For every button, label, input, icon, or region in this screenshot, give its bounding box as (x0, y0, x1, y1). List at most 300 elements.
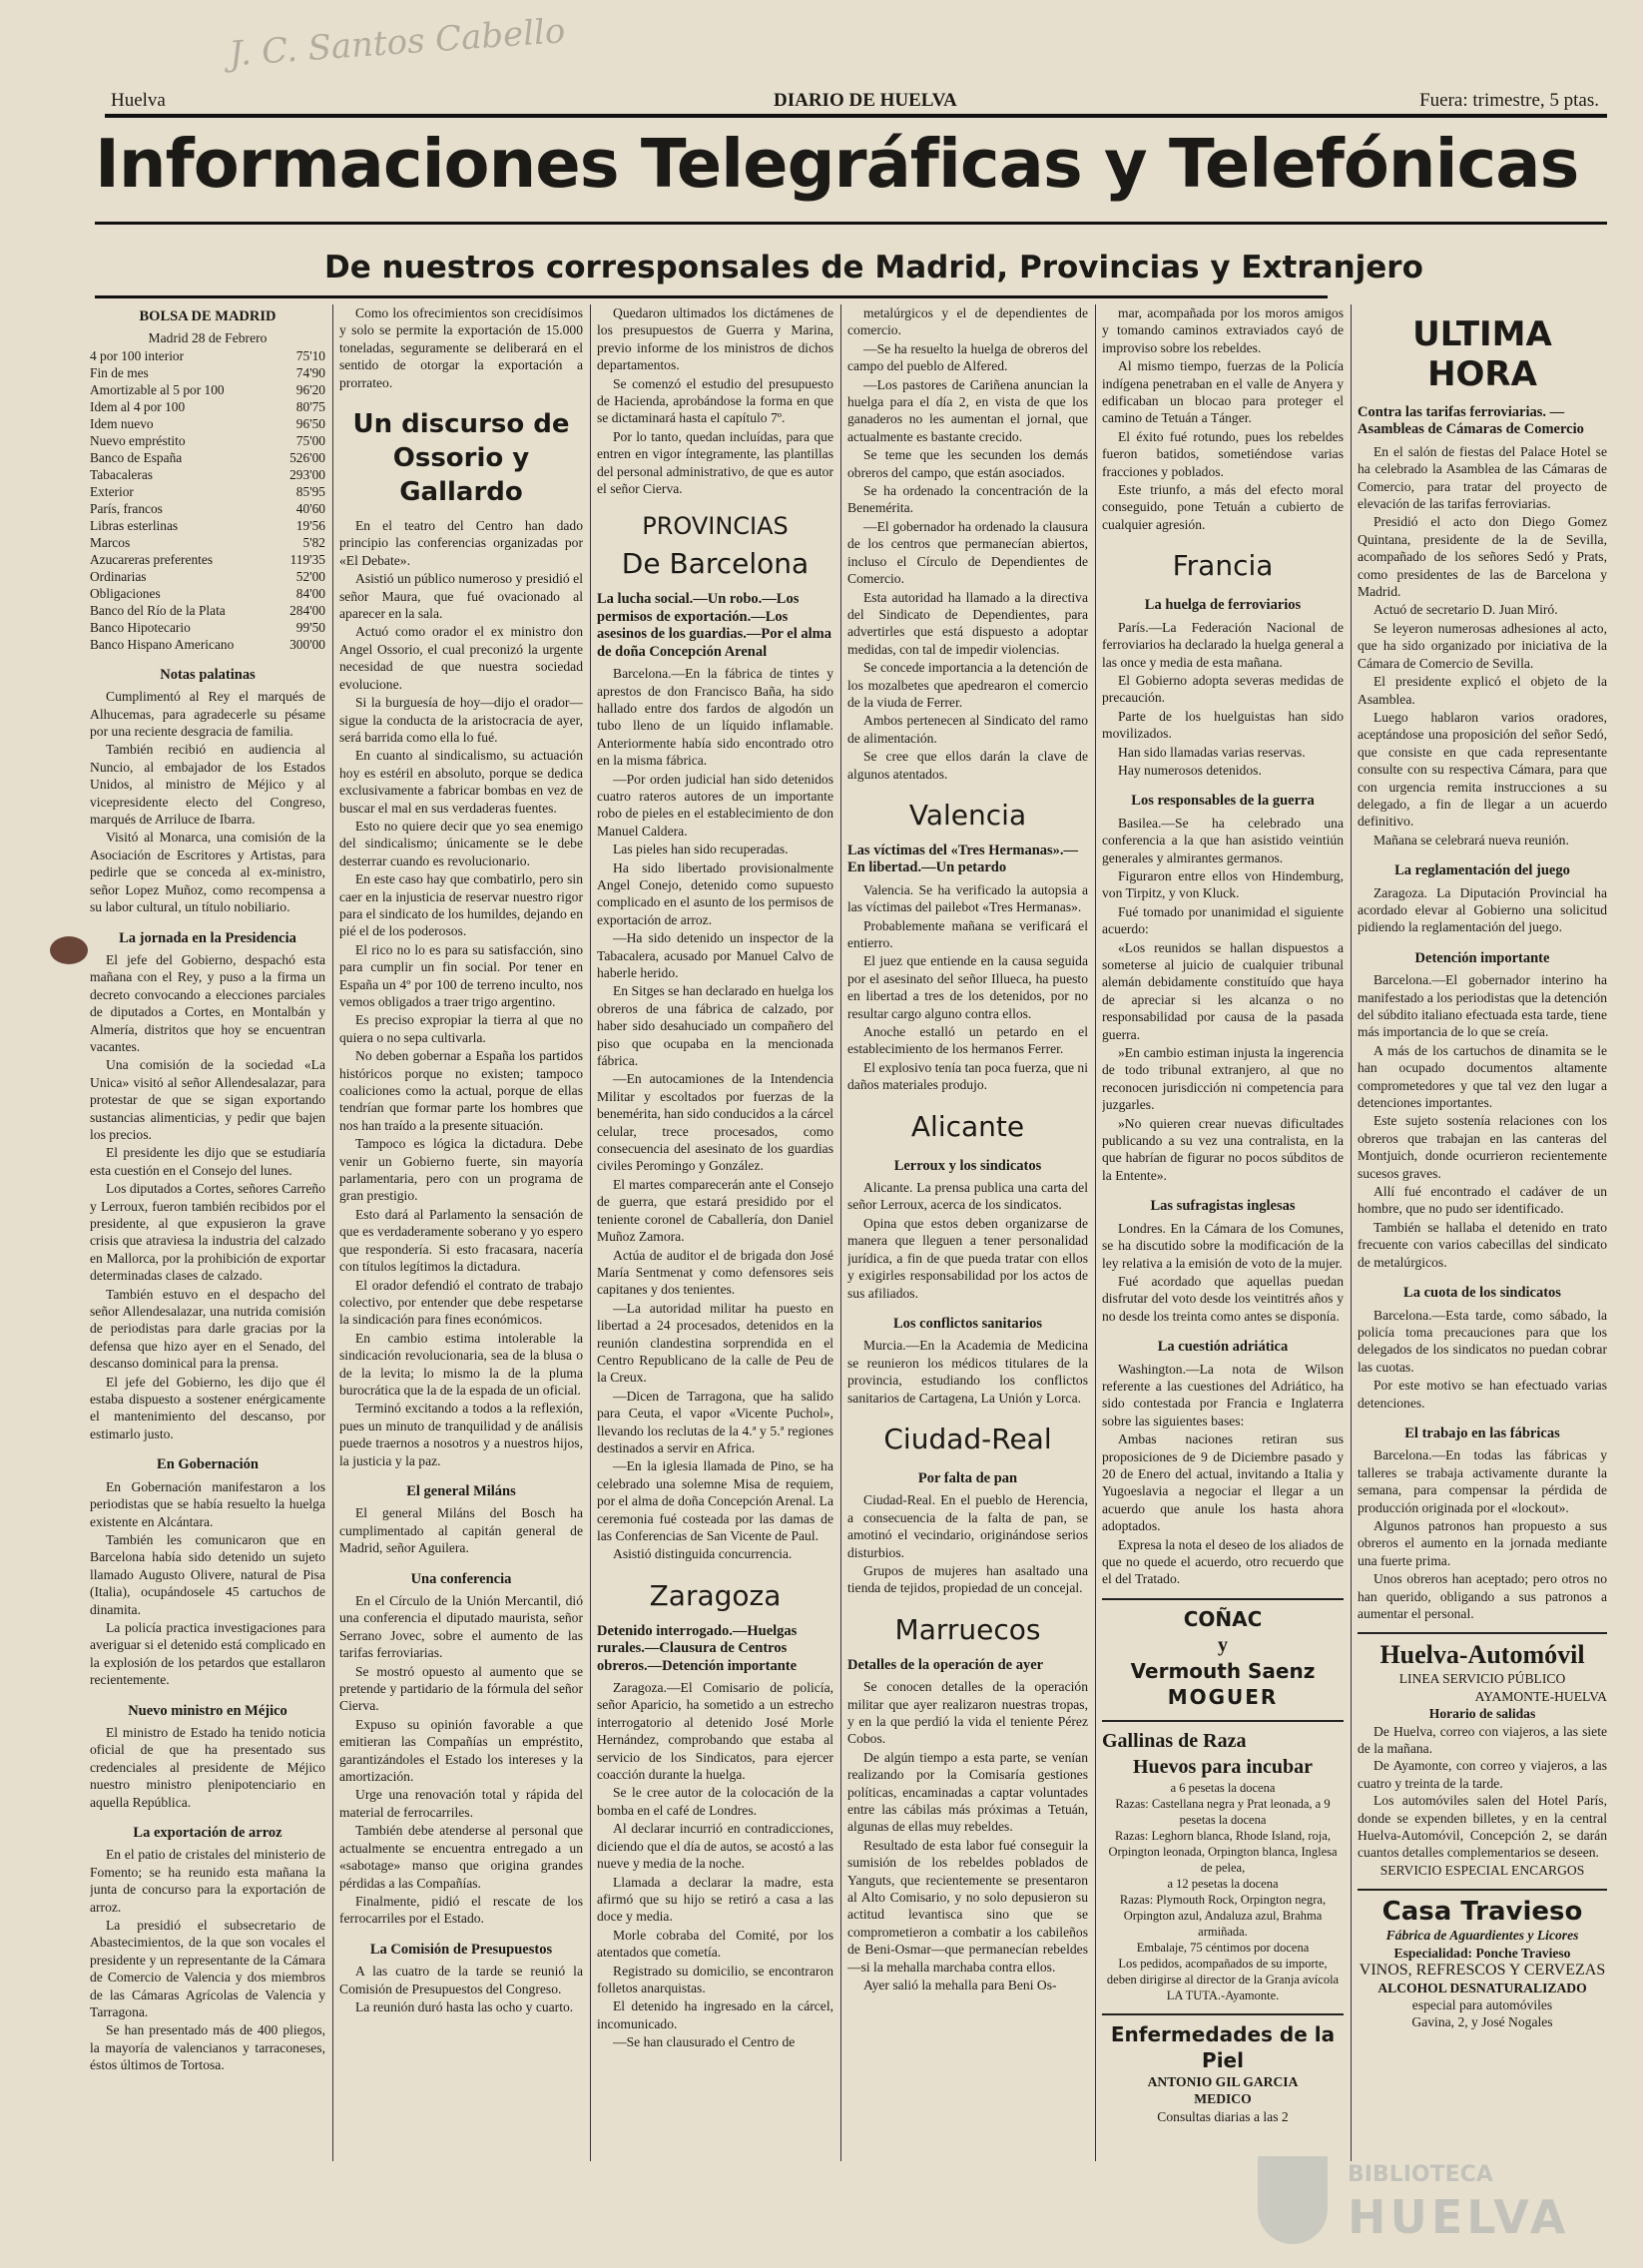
masthead-price: Fuera: trimestre, 5 ptas. (1419, 90, 1599, 111)
bolsa-name: Ordinarias (90, 568, 147, 584)
bolsa-name: Banco Hipotecario (90, 619, 191, 635)
paragraph: Los diputados a Cortes, señores Carreño y Lerroux, fueron también recibidos por el presidente, al que expusieron la grave crisis que atraviesa la industria del calzado en Mallorca, por la prohibición de exportar determinadas clases de calzado. (90, 1181, 325, 1284)
ad-line: Gavina, 2, y José Nogales (1411, 2014, 1553, 2030)
article-heading: Contra las tarifas ferroviarias. —Asambleas de Cámaras de Comercio (1358, 404, 1584, 438)
bolsa-name: Obligaciones (90, 585, 161, 601)
column-1 (90, 304, 325, 2161)
article-body (90, 951, 325, 1442)
paragraph: —En autocamiones de la Intendencia Militar y escoltados por fuerzas de la benemérita, han sido conducidos a la cárcel celular, trece procesados, como consecuencia del asesinato de los guardias civiles Peromingo y González. (597, 1071, 833, 1174)
paragraph: En el salón de fiestas del Palace Hotel se ha celebrado la Asamblea de las Cámaras de Comercio, para tratar del proyecto de elevación de las tarifas ferroviarias. (1358, 443, 1607, 512)
table-row (90, 517, 325, 534)
bolsa-name: Libras esterlinas (90, 517, 179, 533)
ad-line: Casa Travieso (1381, 1897, 1583, 1928)
article-body (1358, 971, 1607, 1271)
bolsa-value: 293'00 (289, 466, 325, 482)
section-heading-ciudad-real: Ciudad-Real (883, 1421, 1052, 1455)
bolsa-name: Tabacaleras (90, 466, 153, 482)
bolsa-value: 284'00 (289, 602, 325, 618)
article-body (1102, 815, 1344, 1185)
masthead-city: Huelva (111, 90, 166, 111)
bolsa-name: Idem nuevo (90, 415, 154, 431)
ad-line: Vermouth Saenz (1130, 1658, 1316, 1683)
paragraph: Barcelona.—En todas las fábricas y talleres se trabaja activamente durante la semana, para compensar la pérdida de producción originada por el «lockout». (1358, 1447, 1607, 1515)
bolsa-value: 84'00 (295, 585, 325, 601)
paragraph: Urge una renovación total y rápida del material de ferrocarriles. (339, 1787, 583, 1820)
paragraph: Registrado su domicilio, se encontraron folletos anarquistas. (597, 1963, 833, 1995)
paragraph: Unos obreros han aceptado; pero otros no han querido, obligando a sus patronos a aumentar el personal. (1358, 1571, 1607, 1621)
article-body (339, 1592, 583, 1928)
paragraph: En este caso hay que combatirlo, pero sin caer en la injusticia de reservar nuestro rigor para el sindicato de los humildes, dejando en pié el de los poderosos. (339, 871, 583, 939)
article-body (847, 881, 1088, 1094)
ad-line: Los pedidos, acompañados de su importe, deben dirigirse al director de la Granja avícola LA TUTA.-Ayamonte. (1106, 1956, 1340, 2002)
paragraph: Tampoco es lógica la dictadura. Debe venir un Gobierno fuerte, sin mayoría parlamentaria, pero con un programa de gran prestigio. (339, 1136, 583, 1204)
paragraph: Barcelona.—En la fábrica de tintes y aprestos de don Francisco Baña, ha sido hallado entre dos fardos de algodón un tubo lleno de un líquido inflamable. Anteriormente había sido encontrado otro en la misma fábrica. (597, 666, 833, 769)
paragraph: Londres. En la Cámara de los Comunes, se ha discutido sobre la modificación de la ley relativa a la emisión de voto de la mujer. (1102, 1220, 1344, 1271)
article-heading: Lerroux y los sindicatos (893, 1157, 1042, 1174)
section-heading-valencia: Valencia (908, 798, 1027, 832)
column-6 (1358, 304, 1607, 2161)
paragraph: En el teatro del Centro han dado principio las conferencias organizadas por «El Debate». (339, 518, 583, 568)
paragraph: Se le cree autor de la colocación de la bomba en el café de Londres. (597, 1785, 833, 1818)
paragraph: metalúrgicos y el de dependientes de comercio. (847, 305, 1088, 338)
article-body (847, 1491, 1088, 1596)
paragraph: Fué tomado por unanimidad el siguiente acuerdo: (1102, 903, 1344, 937)
paragraph: Barcelona.—El gobernador interino ha manifestado a los periodistas que la detención del súbdito italiano efectuada esta tarde, tiene más importancia de lo que se creía. (1358, 972, 1607, 1040)
bolsa-name: Idem al 4 por 100 (90, 398, 186, 414)
article-heading: Detenido interrogado.—Huelgas rurales.—Clausura de Centros obreros.—Detención importante (597, 1622, 798, 1674)
bolsa-name: Fin de mes (90, 364, 149, 380)
paragraph: También debe atenderse al personal que actualmente se encuentra entregado a un «sabotage» manso que origina grandes pérdidas a las Compañías. (339, 1823, 583, 1891)
paragraph: Este triunfo, a más del efecto moral conseguido, pone Tetuán a cubierto de cualquier agresión. (1102, 482, 1344, 532)
article-body (339, 1504, 583, 1556)
bolsa-name: Marcos (90, 534, 131, 550)
paragraph: Ambos pertenecen al Sindicato del ramo de alimentación. (847, 713, 1088, 746)
paragraph: Murcia.—En la Academia de Medicina se reunieron los médicos titulares de la provincia, estudiando los conflictos sanitarios de Cartagena, La Unión y Lorca. (847, 1338, 1088, 1406)
watermark-line: BIBLIOTECA (1348, 2162, 1493, 2187)
article-heading: Las sufragistas inglesas (1150, 1198, 1296, 1215)
section-heading-ultima-hora: ULTIMA HORA (1412, 314, 1552, 394)
article-body (1358, 1307, 1607, 1412)
paragraph: —Se ha resuelto la huelga de obreros del campo del pueblo de Alfered. (847, 340, 1088, 374)
article-body (847, 1337, 1088, 1407)
ad-line: a 6 pesetas la docena (1170, 1780, 1276, 1795)
article-body (90, 1724, 325, 1811)
ad-line: Fábrica de Aguardientes y Licores (1385, 1928, 1579, 1944)
article-body (597, 665, 833, 1563)
article-headline-ossorio: Un discurso de Ossorio y Gallardo (352, 409, 570, 508)
ad-line: LINEA SERVICIO PÚBLICO (1398, 1671, 1566, 1687)
paragraph: Han sido llamadas varias reservas. (1118, 744, 1306, 760)
paragraph: Ha sido libertado provisionalmente Angel Conejo, detenido como supuesto complicado en el asunto de los permisos de exportación de arroz. (597, 859, 833, 927)
article-body (1102, 1220, 1344, 1325)
paragraph: Resultado de esta labor fué conseguir la sumisión de los rebeldes poblados de Yanguts, que recientemente se presentaron al Alto Comisario, y no solo depusieron su actitud levantisca sino que se comprometieron a combatir a los cabileños de Beni-Osmar—que permanecían rebeldes—si la mehalla marchaba contra ellos. (847, 1837, 1088, 1975)
ad-line: COÑAC (1183, 1606, 1263, 1631)
ad-line: Consultas diarias a las 2 (1157, 2108, 1289, 2124)
paragraph: De algún tiempo a esta parte, se venían realizando por la Comisaría gestiones políticas, encaminadas a captar voluntades entre las cábilas más próximas a Tetuán, algunas de ellas muy rebeldes. (847, 1749, 1088, 1835)
bolsa-value: 52'00 (295, 568, 325, 584)
article-heading: La Comisión de Presupuestos (369, 1941, 553, 1958)
article-heading: Una conferencia (410, 1570, 512, 1587)
paragraph: Actúa de auditor el de brigada don José María Sentmenat y como defensores seis capitanes y dos tenientes. (597, 1247, 833, 1298)
ad-line: De Huelva, correo con viajeros, a las siete de la mañana. (1358, 1723, 1607, 1757)
article-body (597, 1679, 833, 2051)
column-5 (1102, 304, 1344, 2161)
paragraph: Se ha ordenado la concentración de la Benemérita. (847, 483, 1088, 516)
ad-line: ANTONIO GIL GARCIA (1147, 2073, 1299, 2089)
paragraph: París.—La Federación Nacional de ferroviarios ha declarado la huelga general a las once y media de esta mañana. (1102, 619, 1344, 670)
column-rule (1095, 304, 1096, 2161)
paragraph: Por lo tanto, quedan incluídas, para que entren en vigor íntegramente, las plantillas del personal administrativo, de que es autor el señor Cierva. (597, 428, 833, 497)
paragraph: La presidió el subsecretario de Abastecimientos, de la que son vocales el presidente y un representante de la Cámara de Comercio de Valencia y dos miembros de las Cámaras Agrícolas de Valencia y Tarragona. (90, 1918, 325, 2020)
ad-line: AYAMONTE-HUELVA (1474, 1688, 1607, 1704)
bolsa-value: 96'50 (295, 415, 325, 431)
article-body (1102, 1361, 1344, 1588)
article-body (847, 304, 1088, 783)
article-body (339, 304, 583, 391)
paragraph: Alicante. La prensa publica una carta del señor Lerroux, acerca de los sindicatos. (847, 1180, 1088, 1213)
paragraph: Se concede importancia a la detención de los mozalbetes que apedrearon el comercio de la viuda de Ferrer. (847, 660, 1088, 710)
article-heading: Los responsables de la guerra (1131, 793, 1315, 810)
paragraph: —En la iglesia llamada de Pino, se ha celebrado una solemne Misa de requiem, por el alma de doña Concepción Arenal. La ceremonia fué costeada por las damas de las Conferencias de San Vicente de Paul. (597, 1458, 833, 1543)
paragraph: En Sitges se han declarado en huelga los obreros de una fábrica de calzado, por haber sido desahuciado un compañero del piso que ocupaba en la mencionada fábrica. (597, 983, 833, 1069)
divider (95, 222, 1607, 225)
ad-enfermedades-piel (1102, 2013, 1344, 2125)
paragraph: El jefe del Gobierno, despachó esta mañana con el Rey, y puso a la firma un decreto convocando a elecciones parciales de diputados a Cortes, en Montalbán y Almería, distritos que hoy se encuentran vacantes. (90, 951, 325, 1054)
article-heading: Detalles de la operación de ayer (847, 1656, 1044, 1673)
ad-gallinas (1102, 1720, 1344, 2003)
paragraph: »En cambio estiman injusta la ingerencia de todo tribunal extranjero, al que no reconocen jurisdicción ni competencia para juzgarles. (1102, 1045, 1344, 1113)
paragraph: Quedaron ultimados los dictámenes de los presupuestos de Guerra y Marina, previo informe de los ministros de dichos departamentos. (597, 305, 833, 373)
paragraph: El jefe del Gobierno, les dijo que él estaba dispuesto a sostener enérgicamente el mantenimiento del descanso, por estimarlo justo. (90, 1374, 325, 1441)
article-body (90, 1846, 325, 2073)
ad-line: especial para automóviles (1411, 1996, 1553, 2012)
bolsa-value: 526'00 (289, 449, 325, 465)
shield-icon (1258, 2156, 1328, 2244)
paragraph: Una comisión de la sociedad «La Unica» visitó al señor Allendesalazar, para protestar de que se sigan exportando sustancias alimenticias, y pedir que bajen los precios. (90, 1057, 325, 1142)
paragraph: Basilea.—Se ha celebrado una conferencia a la que han asistido veintiún generales y almirantes germanos. (1102, 815, 1344, 865)
paragraph: Presidió el acto don Diego Gomez Quintana, presidente de la de Sevilla, acompañado de los señores Sedó y Prats, como presidentes de las de Barcelona y Madrid. (1358, 514, 1607, 600)
bolsa-table (90, 347, 325, 653)
bolsa-name: Amortizable al 5 por 100 (90, 381, 225, 397)
column-rule (332, 304, 333, 2161)
paragraph: La reunión duró hasta las ocho y cuarto. (355, 1998, 574, 2014)
bolsa-name: Azucareras preferentes (90, 551, 214, 567)
column-4 (847, 304, 1088, 2161)
watermark-line: HUELVA (1348, 2190, 1570, 2244)
table-row (90, 619, 325, 636)
paragraph: Al declarar incurrió en contradicciones, diciendo que el día de autos, se acostó a las nueve y media de la noche. (597, 1821, 833, 1872)
bolsa-value: 75'10 (295, 347, 325, 363)
article-heading: La exportación de arroz (133, 1825, 282, 1841)
paragraph: Finalmente, pidió el rescate de los ferrocarriles por el Estado. (339, 1893, 583, 1927)
paragraph: El presidente explicó el objeto de la Asamblea. (1358, 674, 1607, 707)
ad-huelva-automovil (1358, 1632, 1607, 1879)
section-heading-alicante: Alicante (910, 1109, 1025, 1143)
paragraph: Anoche estalló un petardo en el establecimiento de los hermanos Ferrer. (847, 1024, 1088, 1057)
ad-line: VINOS, REFRESCOS Y CERVEZAS (1359, 1962, 1606, 1980)
paragraph: Visitó al Monarca, una comisión de la Asociación de Escritores y Artistas, para pedirle que se conceda al ex-ministro, señor Lopez Muñoz, como recompensa a su labor cultural, un título nobiliario. (90, 830, 325, 915)
paragraph: Es preciso expropiar la tierra al que no quiera o no sepa cultivarla. (339, 1012, 583, 1045)
article-body (597, 304, 833, 497)
article-body (1102, 619, 1344, 780)
ad-line: a 12 pesetas la docena (1167, 1876, 1279, 1891)
ad-line: Razas: Castellana negra y Prat leonada, a 9 pesetas la docena (1115, 1796, 1331, 1827)
paragraph: En el patio de cristales del ministerio de Fomento; se ha reunido esta mañana la junta de concurso para la exportación de arroz. (90, 1847, 325, 1915)
paragraph: »No quieren crear nuevas dificultades publicando a su vez una contralista, en la que habrían de figurar no pocos súbditos de la Entente». (1102, 1115, 1344, 1183)
table-row (90, 636, 325, 653)
paragraph: El orador defendió el contrato de trabajo colectivo, por entender que debe respetarse la sindicación para fines económicos. (339, 1277, 583, 1328)
paragraph: —Los pastores de Cariñena anuncian la huelga para el día 2, en vista de que los ganaderos no les aumentan el jornal, que actualmente es bastante crecido. (847, 376, 1088, 444)
article-body (90, 688, 325, 915)
ad-line: Los automóviles salen del Hotel París, donde se expenden billetes, y en la central Huelva-Automóvil, Concepción 2, se darán cuantos detalles complementarios se deseen. (1358, 1793, 1607, 1861)
paragraph: A las cuatro de la tarde se reunió la Comisión de Presupuestos del Congreso. (339, 1964, 583, 1996)
paragraph: Asistió un público numeroso y presidió el señor Maura, que fué ovacionado al aparecer en la sala. (339, 571, 583, 622)
paragraph: A más de los cartuchos de dinamita se le han ocupado documentos altamente comprometedores y que tal vez den lugar a detenciones importantes. (1358, 1042, 1607, 1111)
article-heading: La huelga de ferroviarios (1144, 597, 1302, 614)
bolsa-value: 300'00 (289, 636, 325, 652)
table-row (90, 381, 325, 398)
handwritten-signature: J. C. Santos Cabello (228, 11, 567, 75)
column-rule (590, 304, 591, 2161)
paragraph: Probablemente mañana se verificará el entierro. (847, 917, 1088, 950)
table-row (90, 551, 325, 568)
bolsa-value: 19'56 (295, 517, 325, 533)
paragraph: Grupos de mujeres han asaltado una tienda de tejidos, propiedad de un concejal. (847, 1562, 1088, 1596)
bolsa-value: 40'60 (295, 500, 325, 516)
paragraph: Barcelona.—Esta tarde, como sábado, la policía toma precauciones para que los delegados de los sindicatos no puedan cobrar las cuotas. (1358, 1307, 1607, 1375)
paragraph: El martes comparecerán ante el Consejo de guerra, que estará presidido por el teniente coronel de Caballería, don Daniel Muñoz Zamora. (597, 1176, 833, 1245)
paragraph: Mañana se celebrará nueva reunión. (1373, 832, 1569, 848)
paragraph: Expuso su opinión favorable a que emitieran las Compañías un empréstito, garantizándoles el Estado los intereses y la amortización. (339, 1716, 583, 1785)
bolsa-name: Banco Hispano Americano (90, 636, 235, 652)
ad-line: Razas: Leghorn blanca, Rhode Island, roja, Orpington leonada, Orpington blanca, Inglesa de pelea, (1108, 1828, 1338, 1875)
table-row (90, 347, 325, 364)
paragraph: Ayer salió la mehalla para Beni Os- (863, 1978, 1057, 1993)
paragraph: —Se han clausurado el Centro de (613, 2034, 796, 2050)
paragraph: Como los ofrecimientos son crecidísimos y solo se permite la exportación de 15.000 toneladas, seguramente se deliberará en el sentido de otorgar la exportación a prorrateo. (339, 305, 583, 390)
paragraph: En Gobernación manifestaron a los periodistas que se había resuelto la huelga existente en Alcántara. (90, 1478, 325, 1529)
paragraph: Se han presentado más de 400 pliegos, la mayoría de valencianos y tarraconeses, éstos últimos de Tortosa. (90, 2022, 325, 2073)
paragraph: Luego hablaron varios oradores, aceptándose una proposición del señor Sedó, que consiste en que cada representante consulte con su respectiva Cámara, para que con urgencia remita instrucciones a su delegado, a fin de llegar a un acuerdo definitivo. (1358, 709, 1607, 830)
main-banner-headline: Informaciones Telegráficas y Telefónicas (95, 125, 1579, 203)
bolsa-value: 74'90 (295, 364, 325, 380)
paragraph: Se teme que les secunden los demás obreros del campo, que están asociados. (847, 447, 1088, 480)
paragraph: El rico no lo es para su satisfacción, sino para cumplir un fin social. Por tener en España un 4º por 100 de terreno inculto, nos vemos obligados a traer trigo argentino. (339, 941, 583, 1009)
paragraph: Ciudad-Real. En el pueblo de Herencia, a consecuencia de la falta de pan, se amotinó el vecindario, originándose serios disturbios. (847, 1492, 1088, 1560)
article-body (1102, 304, 1344, 533)
ad-line: Huevos para incubar (1132, 1755, 1314, 1778)
paragraph: Algunos patronos han propuesto a sus obreros el aumento en la jornada mediante una fuerte prima. (1358, 1517, 1607, 1568)
bolsa-value: 75'00 (295, 432, 325, 448)
paragraph: Valencia. Se ha verificado la autopsia a las víctimas del pailebot «Tres Hermanas». (847, 881, 1088, 915)
paragraph: Zaragoza. La Diputación Provincial ha acordado elevar al Gobierno una solicitud pidiendo la reglamentación del juego. (1358, 884, 1607, 935)
paragraph: La policía practica investigaciones para averiguar si el detenido está complicado en la explosión de los petardos que estallaron recientemente. (90, 1619, 325, 1688)
paragraph: Al mismo tiempo, fuerzas de la Policía indígena penetraban en el valle de Anyera y edificaban un blocao para proteger el camino de Tetuán a Tánger. (1102, 358, 1344, 426)
ink-stain (50, 936, 88, 964)
article-body (339, 517, 583, 1469)
paragraph: El Gobierno adopta severas medidas de precaución. (1102, 672, 1344, 706)
paragraph: Figuraron entre ellos von Hindemburg, von Tirpitz, y von Kluck. (1102, 867, 1344, 901)
ad-line: MOGUER (1167, 1684, 1279, 1709)
section-heading-barcelona: De Barcelona (621, 547, 810, 581)
masthead-line (105, 84, 1607, 118)
section-heading-zaragoza: Zaragoza (649, 1578, 782, 1612)
article-heading: En Gobernación (157, 1456, 259, 1473)
bolsa-value: 96'20 (295, 381, 325, 397)
paragraph: Asistió distinguida concurrencia. (613, 1546, 793, 1562)
paragraph: Llamada a declarar la madre, esta afirmó que su hijo se retiró a casa a las doce y media. (597, 1874, 833, 1925)
ad-line: Especialidad: Ponche Travieso (1393, 1945, 1571, 1961)
library-watermark (1258, 2156, 1587, 2246)
bolsa-name: Nuevo empréstito (90, 432, 186, 448)
ad-line: y (1218, 1633, 1228, 1656)
paragraph: Este sujeto sostenía relaciones con los obreros que trabajan en las canteras del Montjuich, donde ocurrieron recientemente sucesos graves. (1358, 1113, 1607, 1181)
paragraph: En cambio estima intolerable la sindicación revolucionaria, sea de la blusa o de la levita; lo mismo la de la pluma burocrática que la de la espada de un oficial. (339, 1330, 583, 1398)
article-heading: Las víctimas del «Tres Hermanas».—En libertad.—Un petardo (847, 842, 1079, 876)
paragraph: En el Círculo de la Unión Mercantil, dió una conferencia el diputado maurista, señor Serrano Jovec, sobre el aumento de las tarifas ferroviarias. (339, 1593, 583, 1661)
ad-line: SERVICIO ESPECIAL ENCARGOS (1379, 1862, 1585, 1878)
article-body (90, 1478, 325, 1689)
table-row (90, 398, 325, 415)
sub-banner-headline: De nuestros corresponsales de Madrid, Provincias y Extranjero (324, 250, 1423, 285)
paragraph: También estuvo en el despacho del señor Allendesalazar, una nutrida comisión de periodistas para darle gracias por la defensa que hizo ayer en el Senado, del descanso dominical para la prensa. (90, 1286, 325, 1372)
article-heading: La reglamentación del juego (1394, 862, 1570, 879)
paragraph: Actuó como orador el ex ministro don Angel Ossorio, el cual preconizó la urgente necesidad de que nuestra sociedad evolucione. (339, 624, 583, 692)
table-row (90, 483, 325, 500)
table-row (90, 500, 325, 517)
paragraph: También recibió en audiencia al Nuncio, al embajador de los Estados Unidos, al ministro de Méjico y al vicepresidente electo del Congreso, marqués de Arriluce de Ibarra. (90, 742, 325, 828)
article-heading: Notas palatinas (160, 666, 256, 683)
paragraph: —Por orden judicial han sido detenidos cuatro rateros autores de un importante robo de pieles en el establecimiento de don Manuel Caldera. (597, 771, 833, 839)
paragraph: —El gobernador ha ordenado la clausura de los centros que permanecían abiertos, incluso el Círculo de Dependientes de Comercio. (847, 518, 1088, 587)
divider (95, 295, 1328, 298)
column-rule (1351, 304, 1352, 2161)
article-heading: El general Miláns (406, 1482, 516, 1499)
ad-line: Horario de salidas (1428, 1706, 1536, 1722)
bolsa-value: 85'95 (295, 483, 325, 499)
paragraph: Zaragoza.—El Comisario de policía, señor Aparicio, ha sometido a un estrecho interrogatorio al detenido José Morle Hernández, comprobando que estaba al servicio de los Sindicatos, para ejercer coacción durante la huelga. (597, 1680, 833, 1783)
paragraph: También les comunicaron que en Barcelona había sido detenido un sujeto llamado Augusto Olivere, natural de Pisa (Italia), ocupándosele 45 cartuchos de dinamita. (90, 1531, 325, 1617)
paragraph: «Los reunidos se hallan dispuestos a someterse al juicio de cualquier tribunal alemán debidamente constituído que haya de apreciar si les alcanza o no responsabilidad por causa de la pasada guerra. (1102, 939, 1344, 1042)
bolsa-heading: BOLSA DE MADRID (139, 308, 276, 324)
ad-line: Gallinas de Raza (1102, 1729, 1247, 1752)
paragraph: Las pieles han sido recuperadas. (613, 842, 789, 857)
paragraph: Terminó excitando a todos a la reflexión, pues un minuto de tranquilidad y de análisis puede traernos a nosotros y a nuestros hijos, la justicia y la paz. (339, 1401, 583, 1468)
bolsa-value: 80'75 (295, 398, 325, 414)
paragraph: Morle cobraba del Comité, por los atentados que cometía. (597, 1927, 833, 1961)
ad-line: Razas: Plymouth Rock, Orpington negra, Orpington azul, Andaluza azul, Brahma armiñada. (1119, 1892, 1327, 1939)
table-row (90, 585, 325, 602)
ad-casa-travieso (1358, 1889, 1607, 2030)
section-heading-provincias: PROVINCIAS (642, 512, 789, 541)
article-body (1358, 443, 1607, 849)
paragraph: Esto dará al Parlamento la sensación de que es verdaderamente soberano y yo espero que respondería. Si esto fracasara, nacería con títulos legítimos la dictadura. (339, 1206, 583, 1275)
paragraph: No deben gobernar a España los partidos históricos porque no existen; tampoco coaliciones como la actual, porque de ellas tendrían que formar parte los hombres que nos han traído a la presente situación. (339, 1048, 583, 1133)
table-row (90, 534, 325, 551)
section-heading-marruecos: Marruecos (894, 1612, 1041, 1646)
column-3 (597, 304, 833, 2161)
paragraph: —La autoridad militar ha puesto en libertad a 24 procesados, detenidos en la reunión clandestina sorprendida en el Centro Republicano de la calle de Peu de la Creux. (597, 1300, 833, 1386)
column-rule (840, 304, 841, 2161)
paragraph: Hay numerosos detenidos. (1118, 762, 1262, 778)
article-heading: El trabajo en las fábricas (1404, 1424, 1560, 1441)
bolsa-value: 99'50 (295, 619, 325, 635)
paragraph: Actuó de secretario D. Juan Miró. (1373, 602, 1558, 618)
paragraph: Se leyeron numerosas adhesiones al acto, que ha sido organizado por iniciativa de la Cámara de Comercio de Sevilla. (1358, 620, 1607, 671)
paragraph: mar, acompañada por los moros amigos y tomando caminos extraviados cayó de improviso sobre los rebeldes. (1102, 305, 1344, 355)
paragraph: Allí fué encontrado el cadáver de un hombre, que no pudo ser identificado. (1358, 1184, 1607, 1217)
paragraph: —Ha sido detenido un inspector de la Tabacalera, acusado por Manuel Calvo de haberle herido. (597, 930, 833, 980)
paragraph: El general Miláns del Bosch ha cumplimentado al capitán general de Madrid, señor Aguilera. (339, 1505, 583, 1556)
bolsa-value: 119'35 (289, 551, 325, 567)
table-row (90, 415, 325, 432)
paragraph: Ambas naciones retiran sus proposiciones de 9 de Diciembre pasado y 20 de Enero del actual, invitando a Italia y Yugoeslavia a negociar el llegar a un acuerdo que anule los hasta ahora adoptados. (1102, 1431, 1344, 1534)
article-body (847, 1179, 1088, 1302)
paragraph: Fué acordado que aquellas puedan disfrutar del voto desde los veintitrés años y no desde los treinta como antes se disponía. (1102, 1273, 1344, 1324)
bolsa-name: Exterior (90, 483, 134, 499)
paragraph: Se cree que ellos darán la clave de algunos atentados. (847, 749, 1088, 782)
paragraph: El ministro de Estado ha tenido noticia oficial de que ha presentado sus credenciales al presidente de Méjico nuestro ministro plenipotenciario en aquella República. (90, 1724, 325, 1810)
ad-line: Enfermedades de la Piel (1110, 2021, 1336, 2072)
article-heading: Por falta de pan (917, 1469, 1018, 1486)
article-heading: La cuestión adriática (1157, 1339, 1289, 1356)
article-heading: La cuota de los sindicatos (1403, 1285, 1561, 1302)
paragraph: —Dicen de Tarragona, que ha salido para Ceuta, el vapor «Vicente Puchol», llevando los reclutas de la 4.ª y 5.ª regiones destinados a servir en Africa. (597, 1388, 833, 1455)
article-body (1358, 1446, 1607, 1622)
table-row (90, 364, 325, 381)
paragraph: También se hallaba el detenido en trato frecuente con varios cabecillas del sindicato de metalúrgicos. (1358, 1219, 1607, 1270)
paragraph: En cuanto al sindicalismo, su actuación hoy es estéril en absoluto, porque se dedica exclusivamente a fabricar bombas en vez de buscar el mal en sus verdaderas fuentes. (339, 748, 583, 816)
ad-line: ALCOHOL DESNATURALIZADO (1377, 1980, 1587, 1995)
bolsa-name: Banco del Río de la Plata (90, 602, 226, 618)
paragraph: Expresa la nota el deseo de los aliados de que no quede el acuerdo, otro recuerdo que el del Tratado. (1102, 1536, 1344, 1587)
ad-conac-saenz (1102, 1598, 1344, 1710)
paragraph: Si la burguesía de hoy—dijo el orador—sigue la conducta de la aristocracia de ayer, será barrida como ella lo fué. (339, 695, 583, 745)
article-heading: Detención importante (1414, 949, 1550, 966)
table-row (90, 466, 325, 483)
ad-line: Huelva-Automóvil (1379, 1640, 1585, 1670)
article-heading: Nuevo ministro en Méjico (128, 1702, 287, 1719)
bolsa-value: 5'82 (302, 534, 325, 550)
ad-line: Embalaje, 75 céntimos por docena (1136, 1940, 1310, 1955)
paragraph: Parte de los huelguistas han sido movilizados. (1102, 708, 1344, 742)
article-body (1358, 884, 1607, 936)
article-body (847, 1678, 1088, 1993)
article-heading: La lucha social.—Un robo.—Los permisos de exportación.—Los asesinos de los guardias.—Por el alma de doña Concepción Arenal (597, 591, 831, 660)
table-row (90, 568, 325, 585)
ad-line: De Ayamonte, con correo y viajeros, a las cuatro y treinta de la tarde. (1358, 1758, 1607, 1791)
masthead-paper-name: DIARIO DE HUELVA (774, 90, 957, 111)
table-row (90, 432, 325, 449)
table-row (90, 602, 325, 619)
table-row (90, 449, 325, 466)
paragraph: El explosivo tenía tan poca fuerza, que ni daños materiales produjo. (847, 1059, 1088, 1093)
paragraph: Por este motivo se han efectuado varias detenciones. (1358, 1378, 1607, 1411)
paragraph: El juez que entiende en la causa seguida por el asesinato del señor Illueca, ha puesto en libertad a tres de los detenidos, por no resultar cargo alguno contra ellos. (847, 953, 1088, 1021)
paragraph: Se comenzó el estudio del presupuesto de Hacienda, aprobándose la forma en que se dictaminará hasta el capítulo 7º. (597, 375, 833, 426)
paragraph: El presidente les dijo que se estudiaría esta cuestión en el Consejo del lunes. (90, 1145, 325, 1178)
paragraph: Se conocen detalles de la operación militar que ayer realizaron nuestras tropas, y en la que perdió la vida el teniente Pérez Cobos. (847, 1679, 1088, 1747)
section-heading-francia: Francia (1172, 549, 1274, 583)
bolsa-name: París, francos (90, 500, 163, 516)
bolsa-date: Madrid 28 de Febrero (148, 330, 268, 346)
paragraph: Washington.—La nota de Wilson referente a las cuestiones del Adriático, ha sido contestada por Francia e Inglaterra sobre las siguientes bases: (1102, 1361, 1344, 1428)
paragraph: Opina que estos deben organizarse de manera que lleguen a tener personalidad jurídica, a fin de que pueda tratar con ellos y exigirles responsabilidad por los actos de sus afiliados. (847, 1215, 1088, 1301)
paragraph: Se mostró opuesto al aumento que se pretende y partidario de la fórmula del señor Cierva. (339, 1663, 583, 1714)
paragraph: Cumplimentó al Rey el marqués de Alhucemas, para agradecerle su pésame por una reciente desgracia de familia. (90, 689, 325, 740)
paragraph: Esto no quiere decir que yo sea enemigo del sindicalismo; únicamente se le debe desterrar cuando es revolucionario. (339, 818, 583, 868)
column-2 (339, 304, 583, 2161)
